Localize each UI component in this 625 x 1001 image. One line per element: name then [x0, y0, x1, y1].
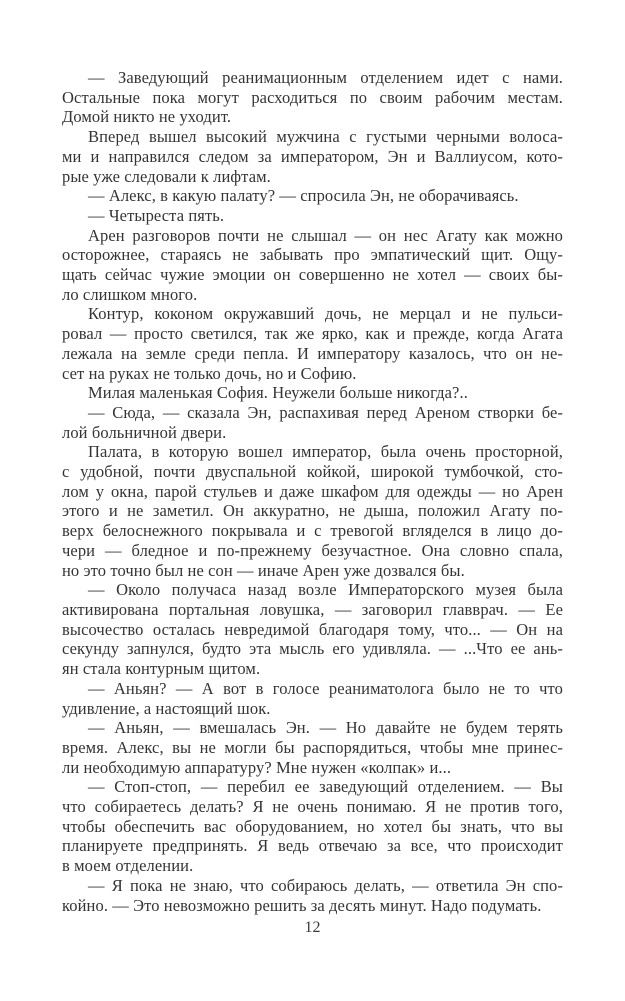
text-line: с удобной, почти двуспальной койкой, широкой тумбочкой, сто-: [62, 462, 563, 482]
text-line: — Сюда, — сказала Эн, распахивая перед Ареном створки бе-: [88, 402, 563, 422]
text-line: Милая маленькая София. Неужели больше никогда?..: [88, 383, 468, 403]
text-line: Домой никто не уходит.: [62, 107, 232, 127]
text-line: Контур, коконом окружавший дочь, не мерцал и не пульси-: [88, 304, 563, 324]
text-line: время. Алекс, вы не могли бы распорядиться, чтобы мне принес-: [62, 737, 563, 757]
text-line: что собираетесь делать? Я не очень понимаю. Я не против того,: [62, 797, 563, 817]
paragraph: [62, 718, 563, 777]
text-line: — Около получаса назад возле Императорского музея была: [88, 580, 563, 600]
paragraph: [62, 442, 563, 580]
text-line: в моем отделении.: [62, 856, 194, 876]
text-line: этого и не заметил. Он аккуратно, не дыша, положил Агату по-: [62, 501, 563, 521]
text-line: Остальные пока могут расходиться по своим рабочим местам.: [62, 87, 563, 107]
page-text: [62, 68, 563, 915]
text-line: чери — бледное и по-прежнему безучастное. Она словно спала,: [62, 540, 563, 560]
text-line: чтобы обеспечить вас оборудованием, но хотел бы знать, что вы: [62, 816, 563, 836]
text-line: щать сейчас чужие эмоции он совершенно не хотел — своих бы-: [62, 265, 563, 285]
paragraph: [62, 876, 563, 915]
paragraph: [62, 68, 563, 127]
text-line: Вперед вышел высокий мужчина с густыми черными волоса-: [88, 127, 563, 147]
text-line: — Я пока не знаю, что собираюсь делать, — ответила Эн спо-: [88, 875, 563, 895]
text-line: ровал — просто светился, так же ярко, как и прежде, когда Агата: [62, 324, 563, 344]
text-line: ян стала контурным щитом.: [62, 659, 261, 679]
text-line: но это точно был не сон — иначе Арен уже дозвался бы.: [62, 560, 465, 580]
text-line: — Алекс, в какую палату? — спросила Эн, не оборачиваясь.: [88, 186, 519, 206]
text-line: активирована портальная ловушка, — заговорил главврач. — Ее: [62, 599, 563, 619]
paragraph: [62, 304, 563, 383]
text-line: рые уже следовали к лифтам.: [62, 166, 271, 186]
text-line: секунду запнулся, будто эта мысль его удивляла. — ...Что ее ань-: [62, 639, 563, 659]
text-line: лежала на земле среди пепла. И императору казалось, что он не-: [62, 343, 563, 363]
paragraph: [62, 679, 563, 718]
paragraph: [62, 127, 563, 186]
paragraph: [62, 580, 563, 679]
text-line: ми и направился следом за императором, Эн и Валлиусом, кото-: [62, 146, 563, 166]
text-line: — Аньян, — вмешалась Эн. — Но давайте не будем терять: [88, 718, 563, 738]
text-line: ли необходимую аппаратуру? Мне нужен «колпак» и...: [62, 757, 452, 777]
text-line: сет на руках не только дочь, но и Софию.: [62, 363, 357, 383]
text-line: — Заведующий реанимационным отделением идет с нами.: [88, 68, 563, 87]
paragraph: [62, 383, 563, 403]
paragraph: [62, 403, 563, 442]
text-line: лом у окна, парой стульев и даже шкафом для одежды — но Арен: [62, 481, 563, 501]
text-line: высочество осталась невредимой благодаря тому, что... — Он на: [62, 619, 563, 639]
paragraph: [62, 226, 563, 305]
paragraph: [62, 186, 563, 206]
text-line: осторожнее, стараясь не забывать про эмпатический щит. Ощу-: [62, 245, 563, 265]
text-line: — Четыреста пять.: [88, 205, 225, 225]
text-line: удивление, а настоящий шок.: [62, 698, 271, 718]
text-line: Палата, в которую вошел император, была очень просторной,: [88, 442, 563, 462]
text-line: верх белоснежного покрывала и с тревогой вгляделся в лицо до-: [62, 521, 563, 541]
text-line: планируете предпринять. Я ведь отвечаю за все, что происходит: [62, 836, 563, 856]
text-line: лой больничной двери.: [62, 422, 227, 442]
text-line: — Аньян? — А вот в голосе реаниматолога было не то что: [88, 678, 563, 698]
text-line: Арен разговоров почти не слышал — он нес Агату как можно: [88, 225, 563, 245]
text-line: ло слишком много.: [62, 284, 198, 304]
paragraph: [62, 777, 563, 876]
text-line: — Стоп-стоп, — перебил ее заведующий отделением. — Вы: [88, 777, 563, 797]
text-line: койно. — Это невозможно решить за десять минут. Надо подумать.: [62, 895, 542, 915]
paragraph: [62, 206, 563, 226]
page-number: 12: [304, 919, 321, 936]
